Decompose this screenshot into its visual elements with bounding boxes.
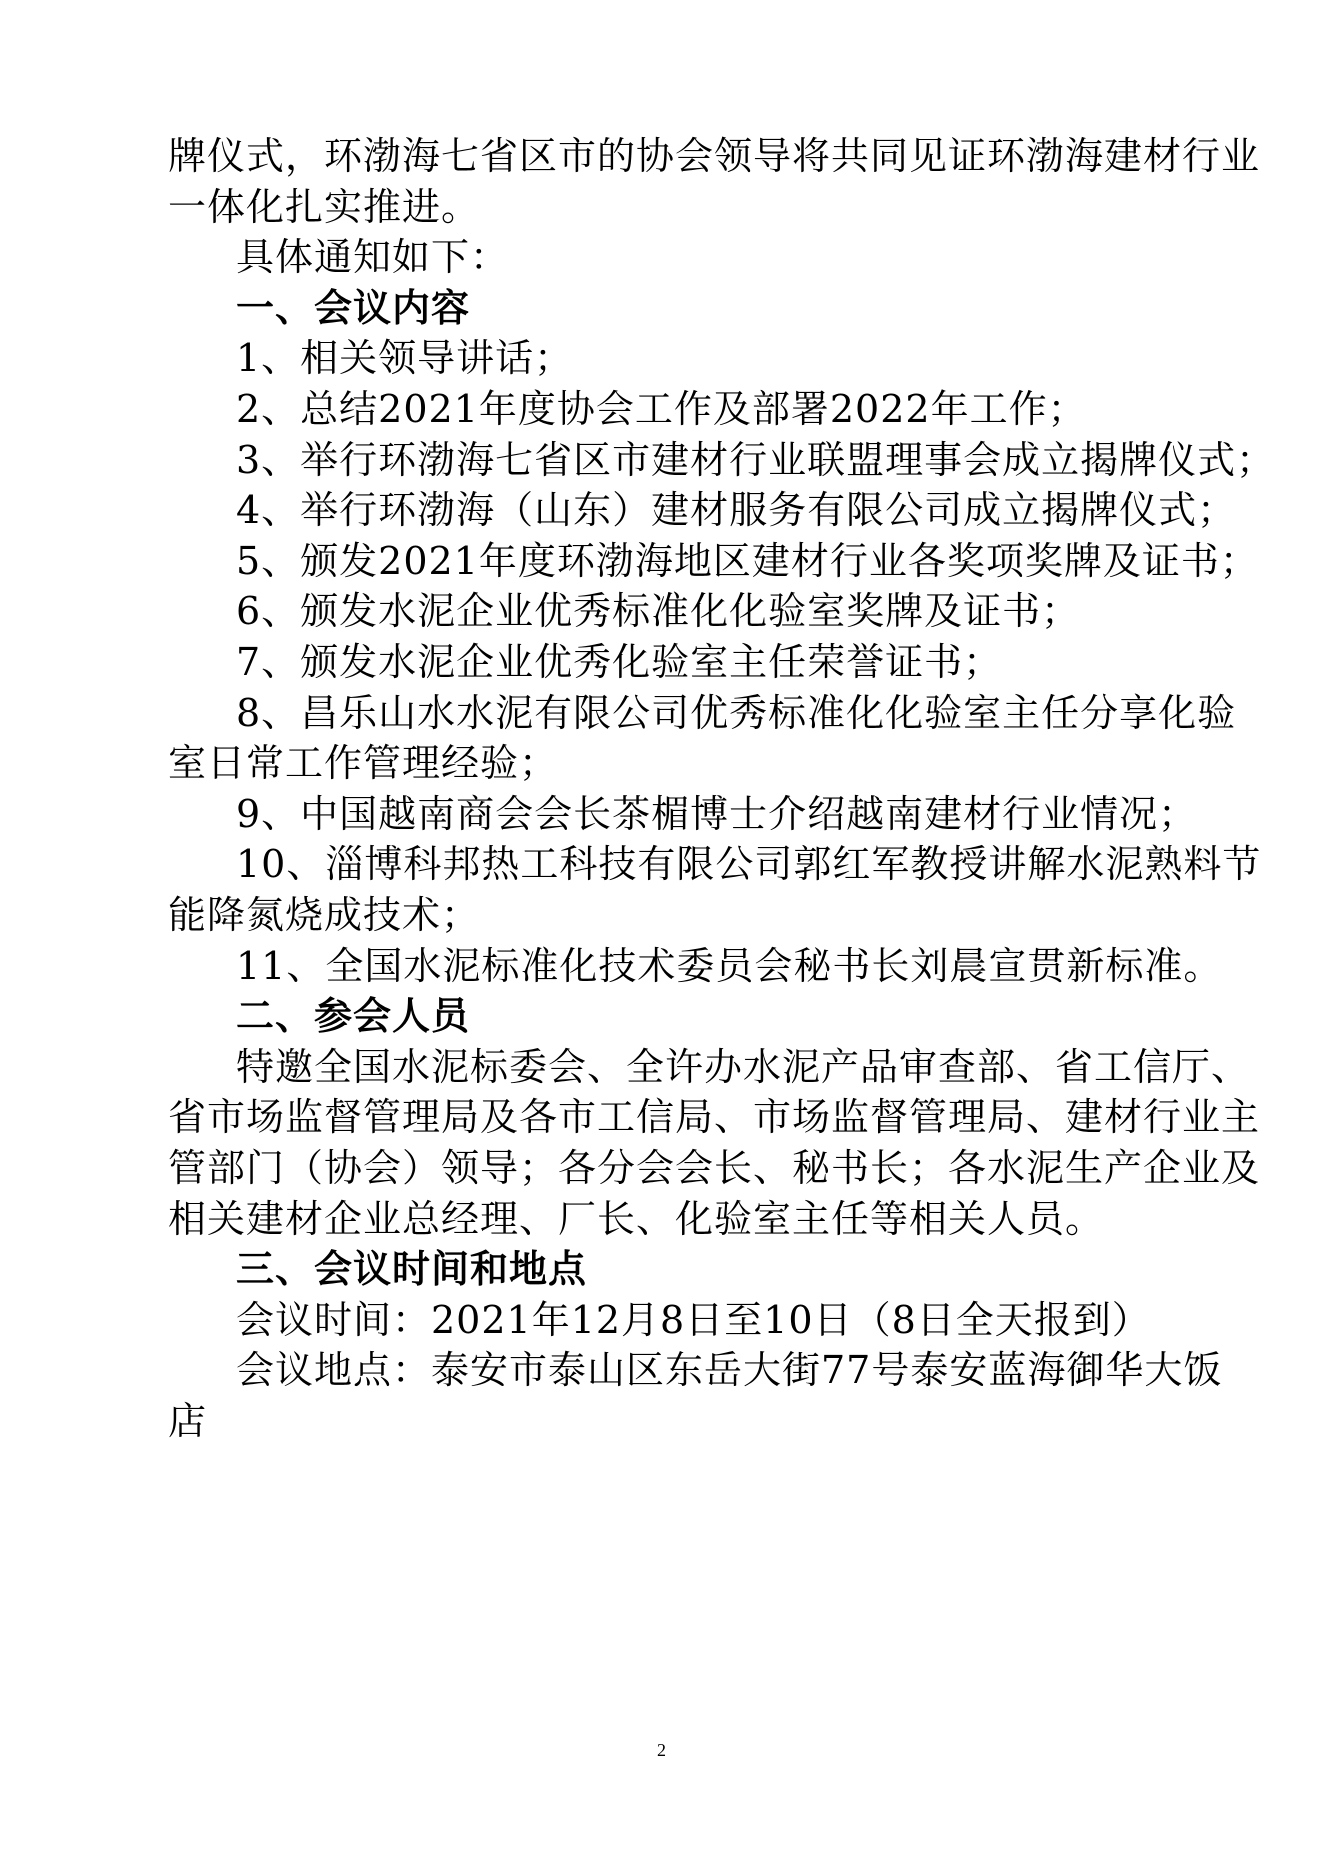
text-line: 室日常工作管理经验； [168, 741, 559, 785]
text-line: 省市场监督管理局及各市工信局、市场监督管理局、建材行业主 [168, 1095, 1261, 1139]
text-line: 6、颁发水泥企业优秀标准化化验室奖牌及证书； [236, 589, 1081, 633]
text-line: 5、颁发2021年度环渤海地区建材行业各奖项奖牌及证书； [236, 539, 1259, 583]
section-heading: 一、会议内容 [236, 286, 471, 330]
text-line: 1、相关领导讲话； [236, 336, 574, 380]
section-heading: 三、会议时间和地点 [236, 1247, 588, 1291]
text-line: 特邀全国水泥标委会、全许办水泥产品审查部、省工信厅、 [236, 1045, 1251, 1089]
page-number: 2 [657, 1740, 666, 1760]
text-line: 一体化扎实推进。 [168, 185, 481, 229]
text-line: 9、中国越南商会会长茶楣博士介绍越南建材行业情况； [236, 792, 1198, 836]
text-line: 管部门（协会）领导；各分会会长、秘书长；各水泥生产企业及 [168, 1146, 1261, 1190]
text-line: 能降氮烧成技术； [168, 893, 481, 937]
text-line: 3、举行环渤海七省区市建材行业联盟理事会成立揭牌仪式； [236, 438, 1276, 482]
text-line: 会议地点：泰安市泰山区东岳大街77号泰安蓝海御华大饭 [236, 1348, 1223, 1392]
text-line: 2、总结2021年度协会工作及部署2022年工作； [236, 387, 1087, 431]
text-line: 会议时间：2021年12月8日至10日（8日全天报到） [236, 1298, 1151, 1342]
text-line: 11、全国水泥标准化技术委员会秘书长刘晨宣贯新标准。 [236, 944, 1223, 988]
text-line: 7、颁发水泥企业优秀化验室主任荣誉证书； [236, 640, 1003, 684]
text-line: 4、举行环渤海（山东）建材服务有限公司成立揭牌仪式； [236, 488, 1237, 532]
text-line: 10、淄博科邦热工科技有限公司郭红军教授讲解水泥熟料节 [236, 842, 1262, 886]
text-line: 店 [168, 1399, 208, 1443]
text-line: 相关建材企业总经理、厂长、化验室主任等相关人员。 [168, 1197, 1105, 1241]
text-line: 8、昌乐山水水泥有限公司优秀标准化化验室主任分享化验 [236, 691, 1237, 735]
text-line: 牌仪式，环渤海七省区市的协会领导将共同见证环渤海建材行业 [168, 134, 1261, 178]
text-line: 具体通知如下： [236, 235, 510, 279]
section-heading: 二、参会人员 [236, 994, 471, 1038]
